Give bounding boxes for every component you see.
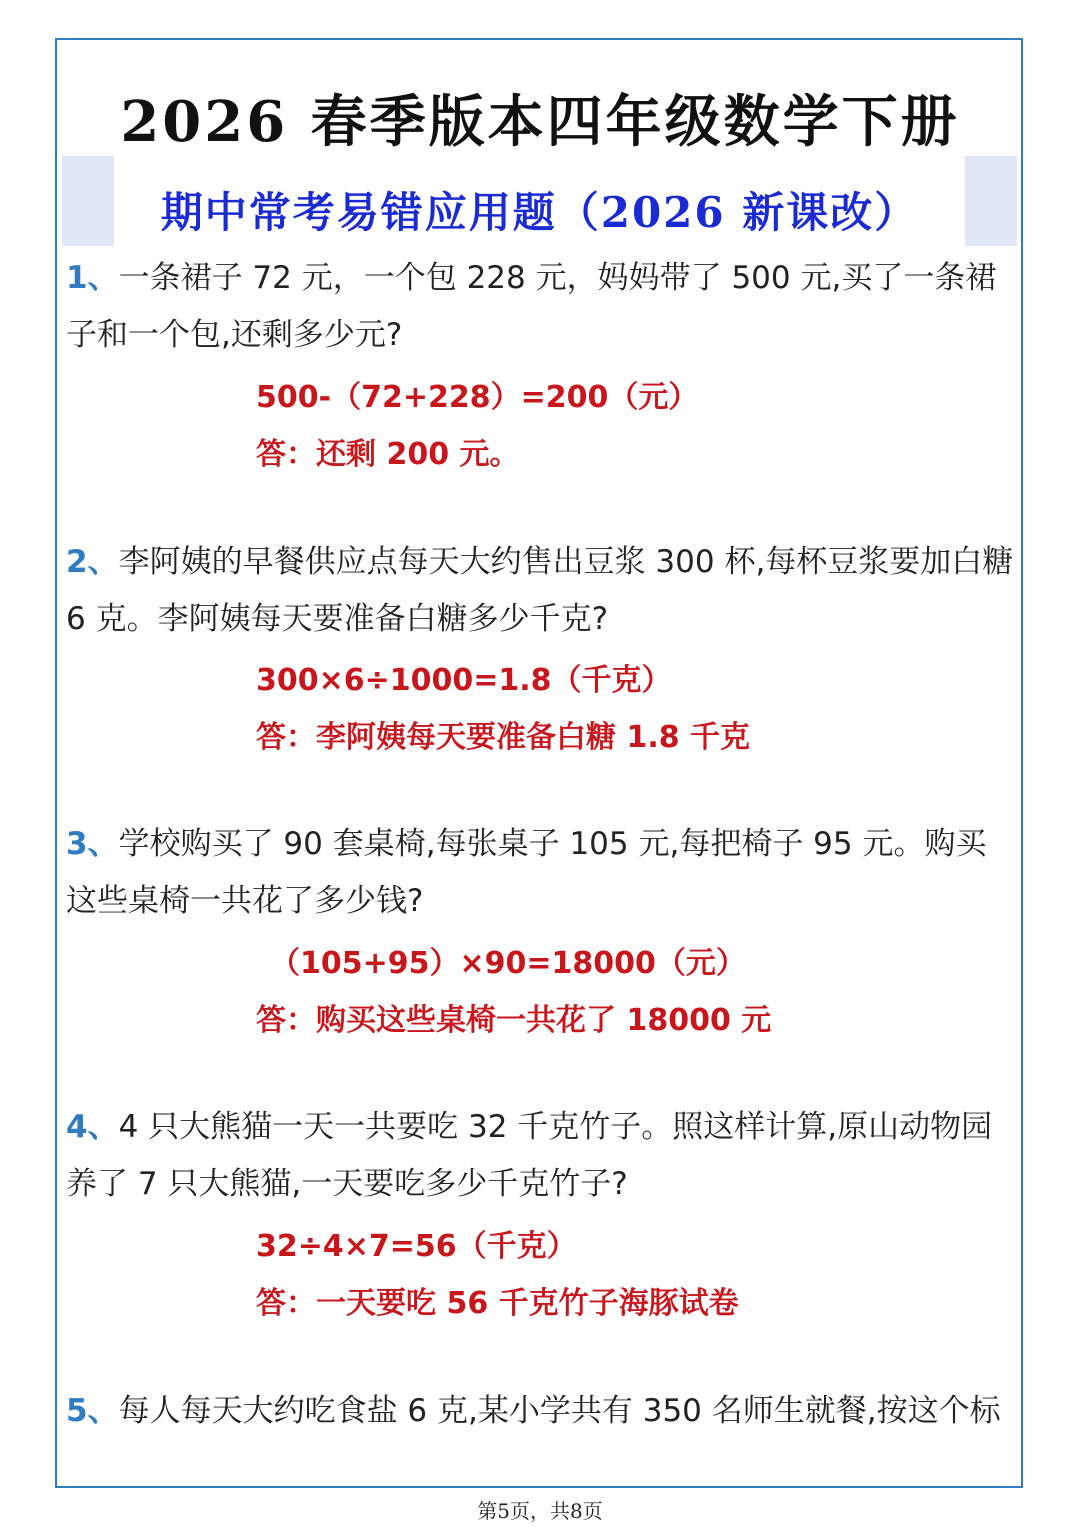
question-text: 李阿姨的早餐供应点每天大约售出豆浆 300 杯,每杯豆浆要加白糖 6 克。李阿姨每天要准备白糖多少千克? [66, 544, 1014, 637]
question-number: 2、 [66, 544, 119, 580]
page-number: 第5页，共8页 [477, 1499, 603, 1523]
question-number: 3、 [66, 826, 119, 862]
question-text: 每人每天大约吃食盐 6 克,某小学共有 350 名师生就餐,按这个标 [118, 1393, 1001, 1429]
question-1 [66, 250, 1016, 364]
question-3 [66, 816, 1016, 930]
question-1-answer: 答：还剩 200 元。 [256, 437, 520, 472]
question-4-formula: 32÷4×7=56（千克） [256, 1229, 577, 1264]
question-5 [66, 1383, 1016, 1440]
question-3-answer: 答：购买这些桌椅一共花了 18000 元 [256, 1003, 772, 1038]
question-number: 4、 [66, 1109, 119, 1145]
question-2-answer: 答：李阿姨每天要准备白糖 1.8 千克 [256, 720, 751, 755]
page-subtitle: 期中常考易错应用题（2026 新课改） [160, 188, 919, 237]
question-3-formula: （105+95）×90=18000（元） [270, 946, 746, 981]
question-4-answer: 答：一天要吃 56 千克竹子海豚试卷 [256, 1286, 739, 1321]
question-text: 4 只大熊猫一天一共要吃 32 千克竹子。照这样计算,原山动物园养了 7 只大熊猫,一天要吃多少千克竹子? [66, 1109, 993, 1202]
subtitle-banner [62, 156, 1017, 246]
question-4 [66, 1099, 1016, 1213]
question-number: 5、 [66, 1393, 119, 1429]
question-2-formula: 300×6÷1000=1.8（千克） [256, 663, 672, 698]
question-2 [66, 534, 1016, 648]
question-text: 一条裙子 72 元，一个包 228 元，妈妈带了 500 元,买了一条裙子和一个包,还剩多少元? [66, 260, 997, 353]
question-1-formula: 500-（72+228）=200（元） [256, 380, 699, 415]
question-number: 1、 [66, 260, 119, 296]
page-title: 2026 春季版本四年级数学下册 [120, 89, 960, 155]
question-text: 学校购买了 90 套桌椅,每张桌子 105 元,每把椅子 95 元。购买这些桌椅一共花了多少钱? [66, 826, 987, 919]
